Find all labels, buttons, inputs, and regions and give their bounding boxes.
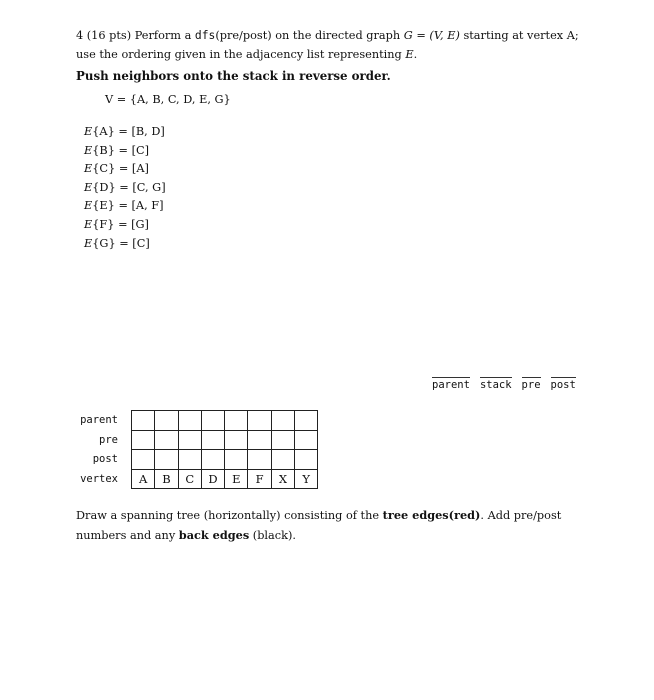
adj-rhs: = [A, F]: [118, 199, 164, 213]
adj-vertex: {E}: [92, 199, 115, 213]
parent-cell[interactable]: [248, 411, 271, 431]
post-cell[interactable]: [201, 450, 224, 470]
parent-cell[interactable]: [271, 411, 294, 431]
legend-parent: parent: [432, 379, 470, 391]
adj-rhs: = [A]: [118, 162, 149, 176]
adj-rhs: = [C]: [119, 236, 150, 250]
dfs-function-name: dfs: [194, 29, 216, 42]
post-cell[interactable]: [295, 450, 318, 470]
pre-cell[interactable]: [271, 430, 294, 450]
pre-cell[interactable]: [178, 430, 201, 450]
adj-rhs: = [B, D]: [118, 125, 165, 138]
adjacency-row-d: [84, 179, 166, 198]
adj-lhs: E: [84, 162, 93, 176]
adjacency-row-b: [84, 142, 166, 161]
vertex-set: V = {A, B, C, D, E, G}: [105, 93, 231, 106]
post-cell[interactable]: [248, 450, 271, 470]
adj-vertex: {B}: [92, 143, 115, 157]
question-text: [76, 27, 581, 64]
adj-lhs: E: [84, 236, 93, 250]
tree-edges-label: tree edges(red): [382, 508, 481, 522]
parent-cell[interactable]: [295, 411, 318, 431]
legend-stack: stack: [479, 379, 512, 391]
edge-symbol: E: [405, 47, 414, 61]
draw-text-1: Draw a spanning tree (horizontally) consisting of the: [76, 509, 380, 522]
draw-text-3: (black).: [252, 528, 296, 542]
push-note: Push neighbors onto the stack in reverse order.: [76, 69, 391, 83]
legend-pre: pre: [521, 379, 541, 391]
adjacency-row-f: [84, 216, 166, 235]
post-cell[interactable]: [155, 450, 178, 470]
row-label-pre: pre: [99, 433, 118, 446]
adj-vertex: {F}: [92, 217, 115, 231]
post-row: [132, 450, 318, 470]
vertex-cell-f: F: [248, 469, 271, 489]
row-label-vertex: vertex: [80, 472, 118, 485]
adj-lhs: E: [84, 180, 93, 194]
question-text-part-2: starting at vertex A; use the ordering given in the adjacency list representing: [76, 29, 579, 61]
adj-lhs: E: [84, 217, 93, 231]
legend: [432, 377, 576, 391]
dfs-table: [131, 410, 318, 489]
parent-cell[interactable]: [225, 411, 248, 431]
pre-cell[interactable]: [132, 430, 155, 450]
vertex-cell-d: D: [201, 469, 224, 489]
back-edges-label: back edges: [178, 527, 250, 542]
pre-row: [132, 430, 318, 450]
vertex-cell-c: C: [178, 469, 201, 489]
adjacency-list: [84, 123, 166, 253]
adj-vertex: {C}: [92, 162, 116, 176]
adj-rhs: = [C]: [118, 143, 150, 157]
vertex-cell-b: B: [155, 469, 178, 489]
vertex-cell-x: X: [271, 469, 294, 489]
post-cell[interactable]: [271, 450, 294, 470]
adj-lhs: E: [84, 125, 93, 138]
post-cell[interactable]: [178, 450, 201, 470]
adj-vertex: {A}: [92, 125, 115, 138]
adjacency-row-g: [84, 235, 166, 254]
vertex-cell-y: Y: [295, 469, 318, 489]
question-number-points: 4 (16 pts) Perform a: [76, 29, 192, 42]
post-cell[interactable]: [132, 450, 155, 470]
draw-text-2: . Add pre/post numbers and any: [76, 509, 562, 542]
pre-cell[interactable]: [201, 430, 224, 450]
post-cell[interactable]: [225, 450, 248, 470]
adj-lhs: E: [84, 199, 93, 213]
question-text-part: (pre/post) on the directed graph: [215, 29, 401, 42]
draw-instruction: [76, 506, 581, 545]
row-label-post: post: [92, 453, 118, 465]
table-row-labels: [74, 411, 118, 489]
adjacency-row-e: [84, 197, 166, 216]
adjacency-row-a: [84, 123, 166, 142]
question-period: .: [413, 47, 418, 61]
parent-cell[interactable]: [201, 411, 224, 431]
legend-post: post: [550, 379, 576, 391]
vertex-cell-e: E: [225, 469, 248, 489]
adj-rhs: = [G]: [118, 217, 149, 231]
adjacency-row-c: [84, 160, 166, 179]
adj-rhs: = [C, G]: [119, 180, 166, 194]
graph-expression: G = (V, E): [403, 29, 460, 42]
row-label-parent: parent: [80, 414, 118, 426]
parent-row: [132, 411, 318, 431]
adj-lhs: E: [84, 143, 93, 157]
pre-cell[interactable]: [295, 430, 318, 450]
adj-vertex: {D}: [92, 180, 116, 194]
parent-cell[interactable]: [178, 411, 201, 431]
parent-cell[interactable]: [155, 411, 178, 431]
pre-cell[interactable]: [225, 430, 248, 450]
vertex-cell-a: A: [132, 469, 155, 489]
adj-vertex: {G}: [92, 236, 116, 250]
vertex-row: [132, 469, 318, 489]
pre-cell[interactable]: [248, 430, 271, 450]
parent-cell[interactable]: [132, 411, 155, 431]
pre-cell[interactable]: [155, 430, 178, 450]
